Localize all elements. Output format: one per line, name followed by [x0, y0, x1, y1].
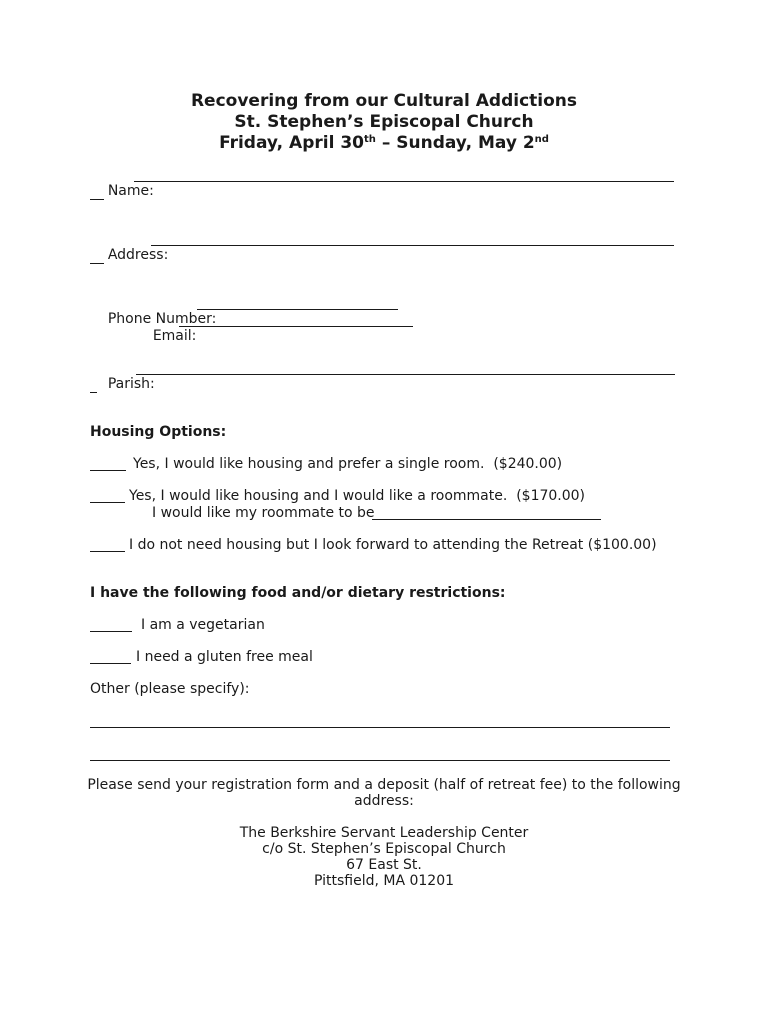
vegetarian-option: I am a vegetarian	[141, 617, 265, 633]
event-dates	[0, 133, 768, 154]
name-field	[90, 167, 154, 215]
roommate-label: I would like my roommate to be	[152, 505, 375, 521]
form-title: Recovering from our Cultural Addictions	[190, 91, 578, 111]
church-name: St. Stephen’s Episcopal Church	[234, 112, 534, 132]
address-field	[90, 231, 168, 279]
event-date-end: – Sunday, May 2	[375, 133, 535, 153]
address-line: 67 East St.	[346, 857, 422, 873]
address-blank-wrap	[90, 263, 104, 264]
parish-field	[90, 360, 155, 408]
form-header	[0, 91, 768, 154]
event-date-start: Friday, April 30	[219, 133, 364, 153]
phone-label: Phone Number:	[107, 311, 217, 327]
housing-roommate-checkbox[interactable]	[90, 502, 125, 503]
address-line: Pittsfield, MA 01201	[313, 873, 455, 889]
other-label: Other (please specify):	[90, 681, 250, 697]
date-suffix-end: nd	[534, 134, 549, 145]
gluten-free-checkbox[interactable]	[90, 663, 131, 664]
address-line: c/o St. Stephen’s Episcopal Church	[262, 841, 506, 857]
address-line: The Berkshire Servant Leadership Center	[239, 825, 529, 841]
housing-roommate-option: Yes, I would like housing and I would like a roommate. ($170.00)	[129, 488, 586, 504]
other-blank-1[interactable]	[90, 727, 670, 728]
no-housing-option: I do not need housing but I look forward to attending the Retreat ($100.00)	[129, 537, 657, 553]
email-field	[135, 312, 196, 360]
housing-single-checkbox[interactable]	[90, 470, 126, 471]
gluten-free-option: I need a gluten free meal	[136, 649, 313, 665]
parish-blank[interactable]	[136, 374, 675, 375]
other-blank-2[interactable]	[90, 760, 670, 761]
name-blank[interactable]	[134, 181, 674, 182]
vegetarian-checkbox[interactable]	[90, 631, 132, 632]
name-label: Name:	[107, 183, 154, 199]
name-blank-wrap	[90, 199, 104, 200]
email-label: Email:	[152, 328, 197, 344]
mailing-address	[80, 825, 688, 889]
diet-heading: I have the following food and/or dietary restrictions:	[90, 585, 506, 601]
phone-blank[interactable]	[197, 309, 398, 310]
address-label: Address:	[107, 247, 169, 263]
housing-heading: Housing Options:	[90, 424, 227, 440]
parish-blank-wrap	[90, 392, 97, 393]
parish-label: Parish:	[107, 376, 155, 392]
date-suffix-start: th	[364, 134, 376, 145]
address-blank[interactable]	[151, 245, 674, 246]
housing-single-option: Yes, I would like housing and prefer a single room. ($240.00)	[133, 456, 563, 472]
mailing-instructions: Please send your registration form and a deposit (half of retreat fee) to the following address:	[87, 777, 681, 809]
roommate-blank[interactable]	[372, 519, 601, 520]
no-housing-checkbox[interactable]	[90, 551, 125, 552]
email-blank[interactable]	[179, 326, 413, 327]
